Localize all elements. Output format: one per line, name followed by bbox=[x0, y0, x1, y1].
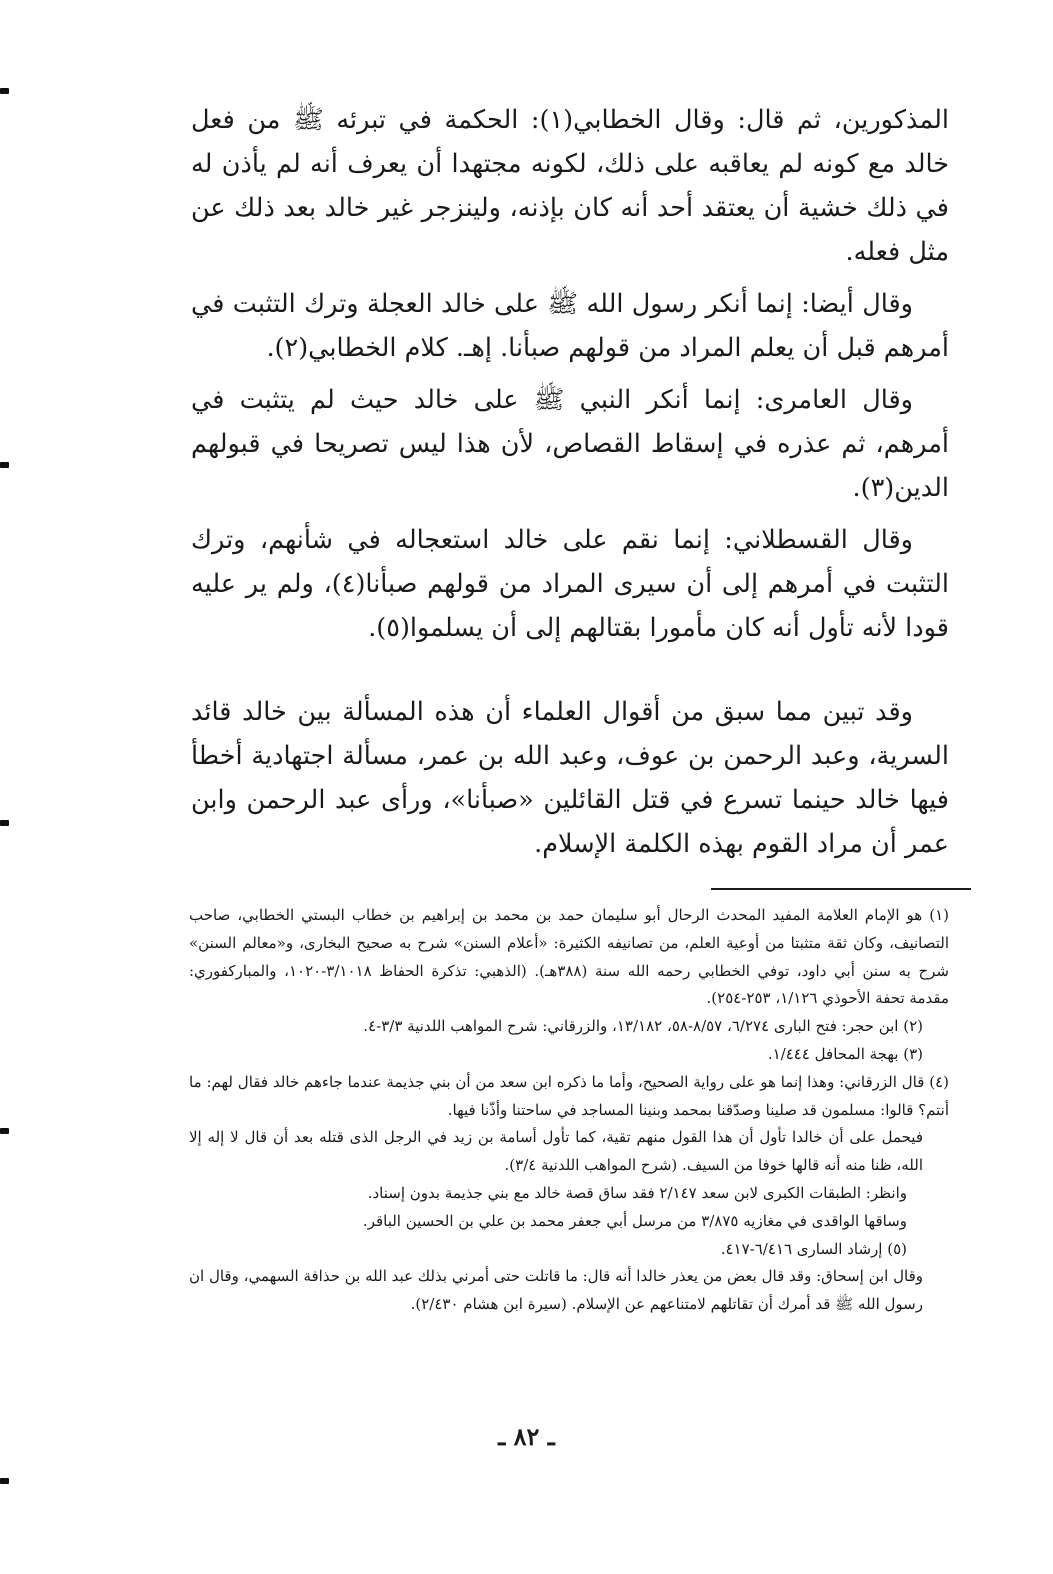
footnote-3: (٣) بهجة المحافل ١/٤٤٤. bbox=[767, 1044, 923, 1063]
paragraph-qastallani: وقال القسطلاني: إنما نقم على خالد استعجاله في شأنهم، وترك التثبت في أمرهم إلى أن سيرى المراد من قولهم صبأنا(٤)، ولم ير عليه قودا لأنه تأول أنه كان مأمورا بقتالهم إلى أن يسلموا(٥). bbox=[191, 525, 949, 643]
footnote-5: (٥) إرشاد السارى ٦/٤١٦-٤١٧. bbox=[720, 1239, 907, 1258]
paragraph-amiri: وقال العامرى: إنما أنكر النبي ﷺ على خالد حيث لم يتثبت في أمرهم، ثم عذره في إسقاط القصاص، لأن هذا ليس تصريحا في قبولهم الدين(٣). bbox=[191, 385, 949, 503]
footnote-2: (٢) ابن حجر: فتح البارى ٦/٢٧٤، ٨/٥٧-٥٨، ١٣/١٨٢، والزرقاني: شرح المواهب اللدنية ٣/٣-٤. bbox=[363, 1017, 923, 1036]
footnote-1: (١) هو الإمام العلامة المفيد المحدث الرحال أبو سليمان حمد بن محمد بن إبراهيم بن خطاب البستي الخطابي، صاحب التصانيف، وكان ثقة متثبتا من أوعية العلم، من تصانيفه الكثيرة: «أعلام السنن» شرح به صحيح البخارى، و«معالم السنن» شرح به سنن أبي داود، توفي الخطابي رحمه الله سنة (٣٨٨هـ). (الذهبي: تذكرة الحفاظ ٣/١٠١٨-١٠٢٠، والمباركفوري: مقدمة تحفة الأحوذي ١/١٢٦، ٢٥٣-٢٥٤). bbox=[189, 906, 949, 1008]
scan-edge-mark bbox=[0, 820, 9, 826]
scan-edge-mark bbox=[0, 1128, 9, 1134]
footnote-5-continuation: وقال ابن إسحاق: وقد قال بعض من يعذر خالدا أنه قال: ما قاتلت حتى أمرني بذلك عبد الله بن حذافة السهمي، وقال ان رسول الله ﷺ قد أمرك أن تقاتلهم لامتناعهم عن الإسلام. (سيرة ابن هشام ٢/٤٣٠). bbox=[189, 1267, 923, 1314]
footnotes bbox=[189, 902, 949, 1319]
footnote-4-waqidi: وساقها الواقدى في مغازيه ٣/٨٧٥ من مرسل أبي جعفر محمد بن علي بن الحسين الباقر. bbox=[362, 1211, 907, 1230]
paragraph-khattabi: وقال أيضا: إنما أنكر رسول الله ﷺ على خالد العجلة وترك التثبت في أمرهم قبل أن يعلم المراد من قولهم صبأنا. إهـ. كلام الخطابي(٢). bbox=[191, 289, 949, 363]
scan-edge-mark bbox=[0, 1478, 9, 1484]
paragraph-continuation: المذكورين، ثم قال: وقال الخطابي(١): الحكمة في تبرئه ﷺ من فعل خالد مع كونه لم يعاقبه على ذلك، لكونه مجتهدا أن يعرف أنه لم يأذن له في ذلك خشية أن يعتقد أحد أنه كان بإذنه، ولينزجر غير خالد بعد ذلك عن مثل فعله. bbox=[191, 105, 949, 267]
footnote-4: (٤) قال الزرقاني: وهذا إنما هو على رواية الصحيح، وأما ما ذكره ابن سعد من أن بني جذيمة عندما جاءهم خالد فقال لهم: ما أنتم؟ قالوا: مسلمون قد صلينا وصدّقنا بمحمد وبنينا المساجد في ساحتنا وأذّنا فيها. bbox=[189, 1072, 949, 1119]
scan-edge-mark bbox=[0, 88, 9, 94]
footnote-4-continuation: فيحمل على أن خالدا تأول أن هذا القول منهم تقية، كما تأول أسامة بن زيد في الرجل الذى قتله بعد أن قال لا إله إلا الله، ظنا منه أنه قالها خوفا من السيف. (شرح المواهب اللدنية ٣/٤). bbox=[189, 1128, 923, 1175]
footnote-separator bbox=[711, 888, 971, 890]
main-text bbox=[191, 98, 949, 874]
footnote-4-see-also: وانظر: الطبقات الكبرى لابن سعد ٢/١٤٧ فقد ساق قصة خالد مع بني جذيمة بدون إسناد. bbox=[367, 1183, 907, 1202]
scan-edge-mark bbox=[0, 462, 9, 468]
page-number: ـ ٨٢ ـ bbox=[498, 1422, 555, 1451]
paragraph-conclusion: وقد تبين مما سبق من أقوال العلماء أن هذه المسألة بين خالد قائد السرية، وعبد الرحمن بن عوف، وعبد الله بن عمر، مسألة اجتهادية أخطأ فيها خالد حينما تسرع في قتل القائلين «صبأنا»، ورأى عبد الرحمن وابن عمر أن مراد القوم بهذه الكلمة الإسلام. bbox=[191, 697, 949, 859]
